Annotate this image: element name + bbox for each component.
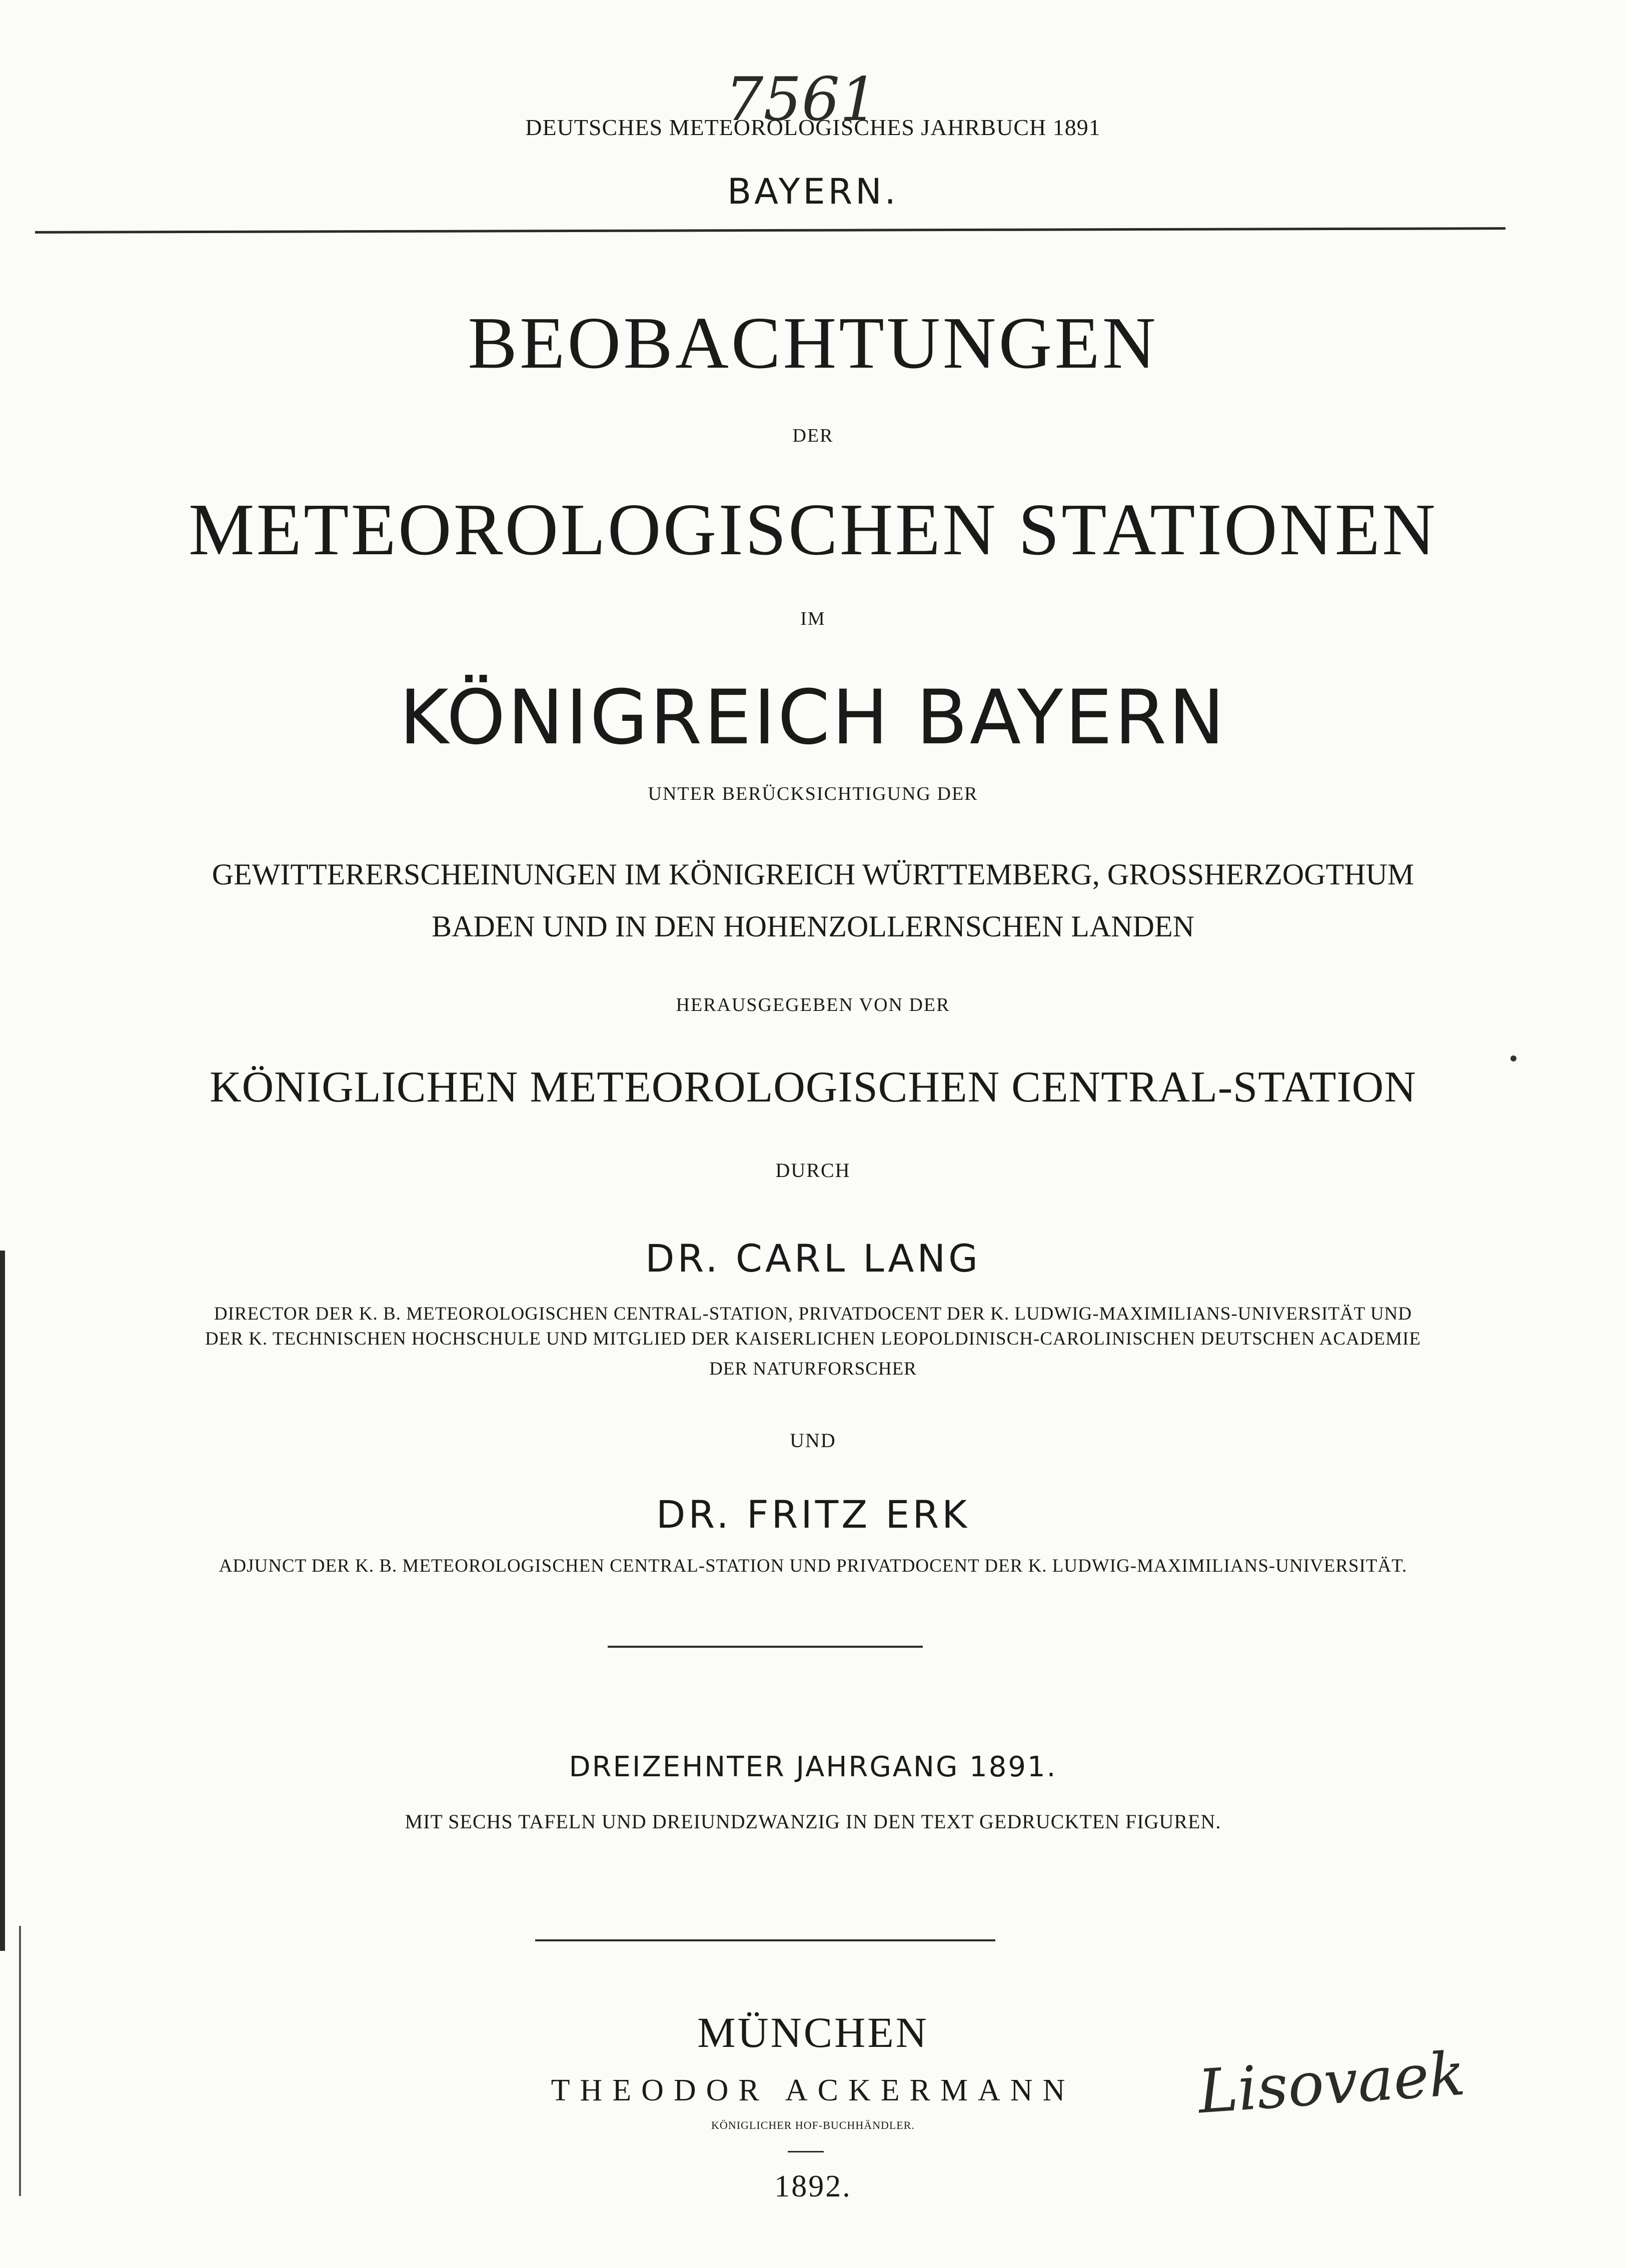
author-2-name: DR. FRITZ ERK <box>656 1492 970 1537</box>
imprint-city: MÜNCHEN <box>697 2008 929 2056</box>
subtitle-intro: UNTER BERÜCKSICHTIGUNG DER <box>648 783 978 804</box>
handwritten-signature: Lisovaek <box>1195 2039 1468 2127</box>
left-edge-scan-mark <box>0 1251 5 1951</box>
middle-rule <box>608 1646 923 1648</box>
by-label: DURCH <box>775 1159 851 1182</box>
series-heading: DEUTSCHES METEOROLOGISCHES JAHRBUCH 1891 <box>525 115 1101 140</box>
author-1-description-3: DER NATURFORSCHER <box>709 1359 917 1379</box>
title-line-3: KÖNIGREICH BAYERN <box>399 674 1227 761</box>
region-heading: BAYERN. <box>727 171 899 212</box>
header-rule <box>35 227 1505 234</box>
title-conjunction-im: IM <box>800 608 826 629</box>
and-label: UND <box>790 1429 836 1452</box>
title-line-2: METEOROLOGISCHEN STATIONEN <box>188 489 1437 571</box>
author-1-description-2: DER K. TECHNISCHEN HOCHSCHULE UND MITGLIED DER KAISERLICHEN LEOPOLDINISCH-CAROLINISCHEN DEUTSCHEN ACADEMIE <box>205 1329 1421 1349</box>
imprint-publisher: THEODOR ACKERMANN <box>551 2073 1075 2107</box>
handwritten-number: 7561 <box>725 65 878 135</box>
lower-rule <box>535 1939 995 1941</box>
subtitle-line-2: BADEN UND IN DEN HOHENZOLLERNSCHEN LANDEN <box>432 910 1194 943</box>
volume-label: DREIZEHNTER JAHRGANG 1891. <box>569 1751 1057 1783</box>
imprint-rule <box>788 2151 824 2152</box>
author-1-name: DR. CARL LANG <box>645 1236 981 1281</box>
left-edge-scan-mark-2 <box>19 1926 21 2196</box>
imprint-publisher-title: KÖNIGLICHER HOF-BUCHHÄNDLER. <box>711 2119 915 2131</box>
title-line-1: BEOBACHTUNGEN <box>468 302 1158 384</box>
right-edge-dot <box>1510 1055 1516 1061</box>
imprint-year: 1892. <box>774 2169 852 2203</box>
author-2-description: ADJUNCT DER K. B. METEOROLOGISCHEN CENTRAL-STATION UND PRIVATDOCENT DER K. LUDWIG-MAXIMILIANS-UNIVERSITÄT. <box>219 1556 1407 1576</box>
author-1-description-1: DIRECTOR DER K. B. METEOROLOGISCHEN CENTRAL-STATION, PRIVATDOCENT DER K. LUDWIG-MAXIMILIANS-UNIVERSITÄT UND <box>214 1304 1412 1324</box>
subtitle-line-1: GEWITTERERSCHEINUNGEN IM KÖNIGREICH WÜRTTEMBERG, GROSSHERZOGTHUM <box>212 858 1414 891</box>
publisher-intro: HERAUSGEGEBEN VON DER <box>676 994 950 1015</box>
contents-note: MIT SECHS TAFELN UND DREIUNDZWANZIG IN DEN TEXT GEDRUCKTEN FIGUREN. <box>405 1810 1221 1833</box>
title-conjunction-der: DER <box>792 425 834 446</box>
publisher-name: KÖNIGLICHEN METEOROLOGISCHEN CENTRAL-STATION <box>210 1063 1416 1111</box>
